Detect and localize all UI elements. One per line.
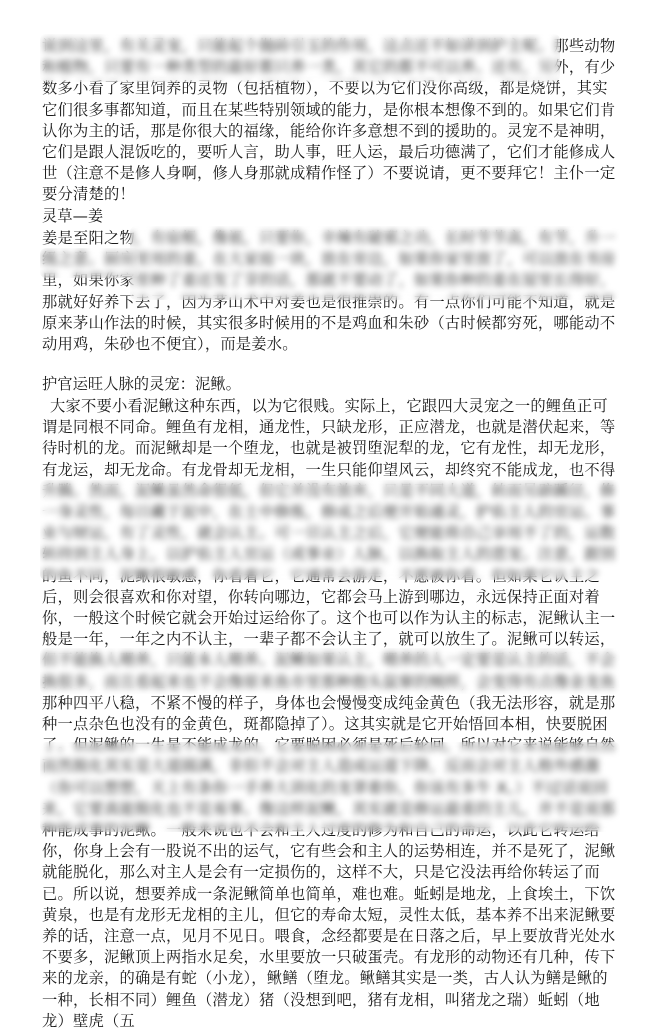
blur-patch [40, 648, 620, 694]
section-heading-loach: 护官运旺人脉的灵宠：泥鳅。 [42, 375, 241, 393]
blur-patch [40, 480, 620, 580]
blur-patch [40, 248, 140, 278]
intro-paragraph: 说到这里，有关灵宠，只能起个抛砖引玉的作用，这点还不如讲到护主呢。那些动物和植物，只要有一种类型的最好都只养一类，其它的都不可以养。还有，另外，有少数多小看了家里饲养的灵物（包括植物），不要以为它们没你高级，都是烧饼，其实它们很多事都知道，而且在某些特别领域的能力，是你根本想像不到的。如果它们肯认你为主的话，那是你很大的福缘，能给你许多意想不到的援助的。灵宠不是神明，它们是跟人混饭吃的，要听人言，助人事，旺人运，最后功德满了，它们才能修成人世（注意不是修人身啊，修人身那就成精作怪了）不要说请，更不要拜它！主仆一定要分清楚的！ [42, 37, 616, 204]
blur-patch [130, 226, 620, 300]
blur-patch [40, 34, 560, 82]
section-heading-ginger: 灵草—姜 [42, 207, 104, 225]
blur-patch [40, 742, 620, 832]
loach-paragraph: 大家不要小看泥鳅这种东西，以为它很贱。实际上，它跟四大灵宠之一的鲤鱼正可谓是同根不同命。鲤鱼有龙相，通龙性，只缺龙形，正应潜龙，也就是潜伏起来，等待时机的龙。而泥鳅却是一个堕龙，也就是被罚堕泥犁的龙，它有龙性，却无龙形，有龙运，却无龙命。有龙骨却无龙相，一生只能仰望风云，却终究不能成龙，也不得升腾。然而，泥鳅虽然命很低，但它并没有放弃，只是不同大道，转而另辟蹊径，修一身灵性，每日藏于泥中，在土中修炼，修成之后便开始通灵，护佑主人的官运、事业与财运，有了灵性，就会认主。可一旦认主之后，它便能将自己享用不了的，运数转持到主人身上，以护佑主人官运（或事业）人脉，以换取主人的恩宠。注意，跟别的鱼不同，泥鳅很敏感，你看着它，它通常会游走，不愿被你看。但如果它认主之后，则会很喜欢和你对望，你转向哪边，它都会马上游到哪边，永远保持正面对着你，一般这个时候它就会开始过运给你了。这个也可以作为认主的标志，泥鳅认主一般是一年，一年之内不认主，一辈子都不会认主了，就可以放生了。泥鳅可以转运，但不能换人喂养，只能本人喂养。泥鳅如果认主，喂养的人一定要是认主的话，不会换很多，而且看起来也不会像原来鱼市里那种抱头鼠窜的贼样，会变得有点像金龙鱼那种四平八稳，不紧不慢的样子，身体也会慢慢变成纯金黄色（我无法形容，就是那种一点杂色也没有的金黄色，斑都隐掉了）。这其实就是它开始悟回本相，快要脱困了。但泥鳅的一生是不能成龙的，它要脱困必须是死后轮回，所以对它来说能够自然而然脱化其实是大道圆满，非但不会对主人造成运道下降，反而会对主人格外感激（你可以想想，天上有条你一手养大训化的龙罩着你，你该有多牛 X。）不过话说回来，它要真能脱化也不是易事。像这样泥鳅，其实就是修运最重的主儿，并不是说那种能成事的泥鳅。一般来说也不会和主人过度的修为和自己的命运，以此它转运给你，你身上会有一股说不出的运气，它有些会和主人的运势相连，并不是死了，泥鳅就能脱化，那么对主人是会有一定损伤的，这样不大，只是它没法再给你转运了而已。所以说，想要养成一条泥鳅简单也简单，难也难。蚯蚓是地龙，上食埃土，下饮黄泉，也是有龙形无龙相的主儿，但它的寿命太短，灵性太低，基本养不出来泥鳅要养的话，注意一点，见月不见日。喂食，念经都要是在日落之后，早上要放背光处水不要多，泥鳅顶上两指水足矣，水里要放一只破蛋壳。有龙形的动物还有几种，传下来的龙亲，的确是有蛇（小龙），鳅鳝（堕龙。鳅鳝其实是一类，古人认为鳝是鳅的一种，长相不同）鲤鱼（潜龙）猪（没想到吧，猪有龙相，叫猪龙之瑞）蚯蚓（地龙）壁虎（五 [42, 397, 616, 1030]
ginger-paragraph: 姜是至阳之物，有宿根，像祖，只要你，辛辣有破邪之功，长时节节高，有节，升一级之意。厨房里用的姜，在大家庭一块，放在旁边，如果你家里放了，可以放在书房里，如果你家里种了姜还发了芽的话，那就不要动了，如果你种的姜在屋里长得好，那就好好养下去了，因为茅山术中对姜也是很推崇的。有一点你们可能不知道，就是原来茅山作法的时候，其实很多时候用的不是鸡血和朱砂（古时候都穷死，哪能动不动用鸡，朱砂也不便宜），而是姜水。 [42, 229, 616, 354]
